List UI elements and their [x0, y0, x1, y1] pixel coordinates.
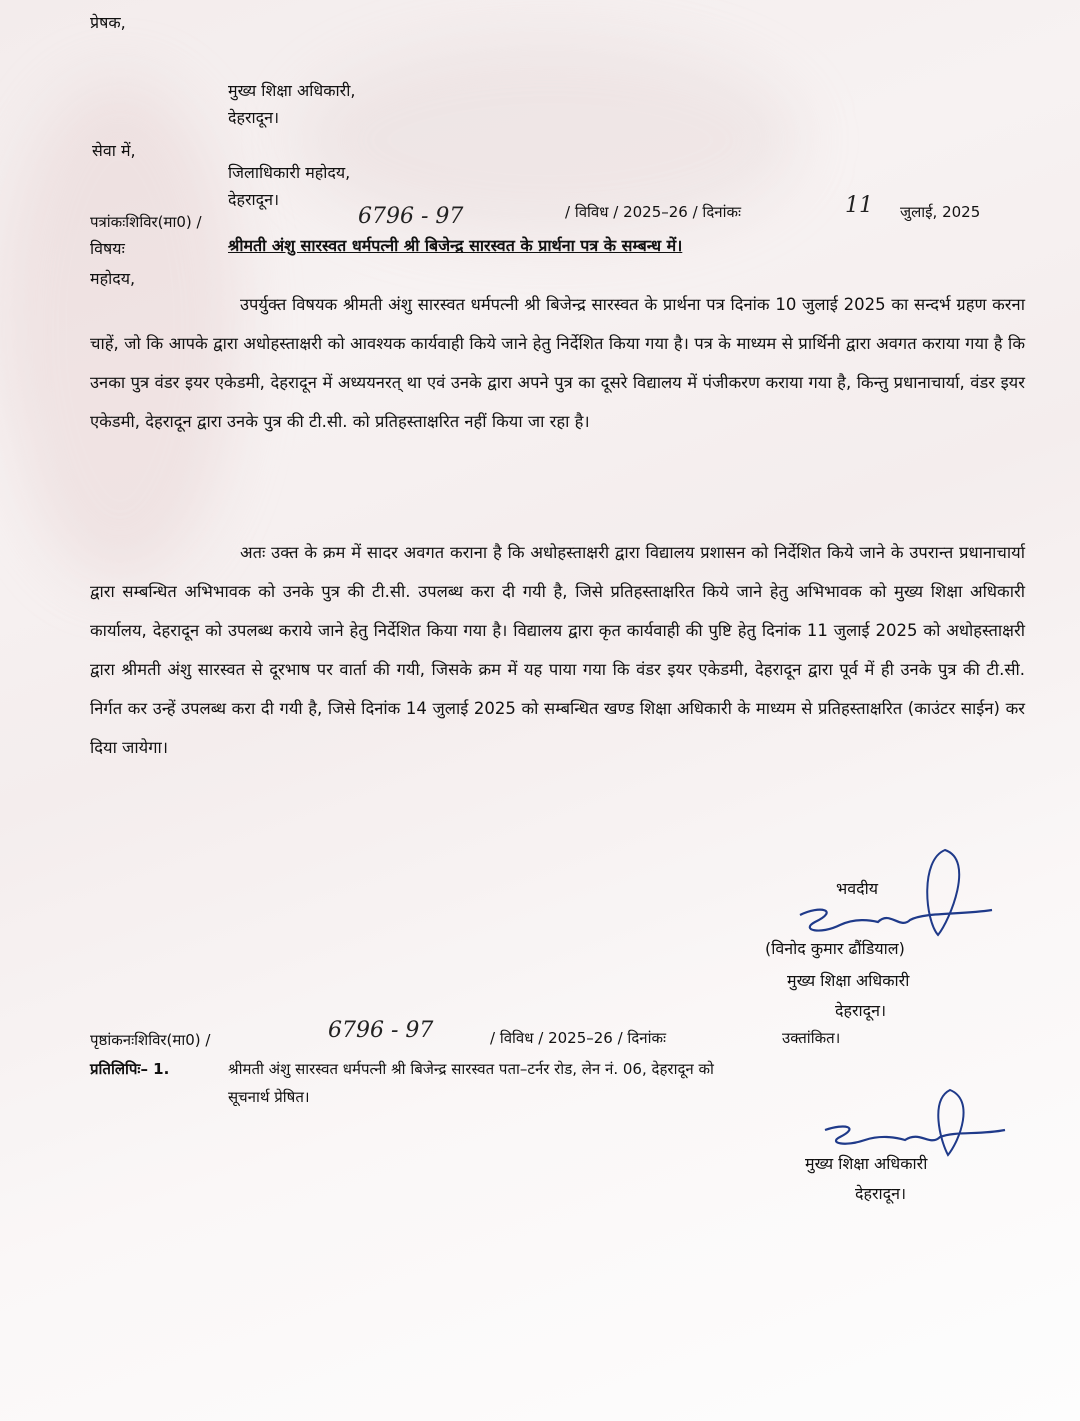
copy-line-1: श्रीमती अंशु सारस्वत धर्मपत्नी श्री बिजेन्द्र सारस्वत पता–टर्नर रोड, लेन नं. 06, देहरादून को	[228, 1060, 714, 1078]
copy-label: प्रतिलिपिः– 1.	[90, 1060, 170, 1078]
paragraph-2-text: अतः उक्त के क्रम में सादर अवगत कराना है कि अधोहस्ताक्षरी द्वारा विद्यालय प्रशासन को निर्देशित किये जाने के उपरान्त प्रधानाचार्या द्वारा सम्बन्धित अभिभावक को उनके पुत्र की टी.सी. उपलब्ध करा दी गयी है, जिसे प्रतिहस्ताक्षरित किये जाने हेतु अभिभावक को मुख्य शिक्षा अधिकारी कार्यालय, देहरादून को उपलब्ध कराये जाने हेतु निर्देशित किया गया है। विद्यालय द्वारा कृत कार्यवाही की पुष्टि हेतु दिनांक 11 जुलाई 2025 को अधोहस्ताक्षरी द्वारा श्रीमती अंशु सारस्वत से दूरभाष पर वार्ता की गयी, जिसके क्रम में यह पाया गया कि वंडर इयर एकेडमी, देहरादून द्वारा पूर्व में ही उनके पुत्र की टी.सी. निर्गत कर उन्हें उपलब्ध करा दी गयी है, जिसे दिनांक 14 जुलाई 2025 को सम्बन्धित खण्ड शिक्षा अधिकारी के माध्यम से प्रतिहस्ताक्षरित (काउंटर साईन) कर दिया जायेगा।	[90, 543, 1025, 757]
endorsement-number: 6796 - 97	[328, 1018, 434, 1043]
second-sign-place: देहरादून।	[855, 1184, 907, 1203]
subject-label: विषयः	[90, 239, 125, 258]
endorsement-suffix: / विविध / 2025–26 / दिनांकः	[490, 1029, 667, 1047]
paragraph-1	[90, 285, 1025, 441]
recipient-title: जिलाधिकारी महोदय,	[228, 163, 351, 182]
closing: भवदीय	[836, 879, 879, 898]
recipient-label: सेवा में,	[92, 141, 136, 160]
second-sign-title: मुख्य शिक्षा अधिकारी	[805, 1154, 928, 1173]
signatory-place: देहरादून।	[835, 1001, 887, 1020]
signatory-title: मुख्य शिक्षा अधिकारी	[787, 971, 910, 990]
sender-title: मुख्य शिक्षा अधिकारी,	[228, 81, 356, 100]
paragraph-1-text: उपर्युक्त विषयक श्रीमती अंशु सारस्वत धर्मपत्नी श्री बिजेन्द्र सारस्वत के प्रार्थना पत्र दिनांक 10 जुलाई 2025 का सन्दर्भ ग्रहण करना चाहें, जो कि आपके द्वारा अधोहस्ताक्षरी को आवश्यक कार्यवाही किये जाने हेतु निर्देशित किया गया है। पत्र के माध्यम से प्रार्थिनी द्वारा अवगत कराया गया है कि उनका पुत्र वंडर इयर एकेडमी, देहरादून में अध्ययनरत् था एवं उनके द्वारा अपने पुत्र का दूसरे विद्यालय में पंजीकरण कराया गया है, किन्तु प्रधानाचार्या, वंडर इयर एकेडमी, देहरादून द्वारा उनके पुत्र की टी.सी. को प्रतिहस्ताक्षरित नहीं किया जा रहा है।	[90, 295, 1025, 431]
sender-place: देहरादून।	[228, 108, 280, 127]
signatory-name: (विनोद कुमार ढौंडियाल)	[765, 939, 905, 958]
date-day: 11	[845, 193, 873, 218]
salutation: महोदय,	[90, 269, 136, 288]
endorsement-prefix: पृष्ठांकनःशिविर(मा0) /	[90, 1031, 211, 1049]
endorsement-date: उक्तांकित।	[782, 1029, 841, 1047]
reference-prefix: पत्रांकःशिविर(मा0) /	[90, 213, 202, 231]
subject-text: श्रीमती अंशु सारस्वत धर्मपत्नी श्री बिजेन्द्र सारस्वत के प्रार्थना पत्र के सम्बन्ध में।	[228, 236, 683, 255]
recipient-place: देहरादून।	[228, 190, 280, 209]
reference-suffix: / विविध / 2025–26 / दिनांकः	[565, 203, 742, 221]
sender-label: प्रेषक,	[90, 13, 126, 32]
copy-line-2: सूचनार्थ प्रेषित।	[228, 1088, 310, 1106]
paragraph-2	[90, 533, 1025, 767]
reference-number: 6796 - 97	[358, 204, 464, 229]
date-month-year: जुलाई, 2025	[900, 203, 981, 221]
